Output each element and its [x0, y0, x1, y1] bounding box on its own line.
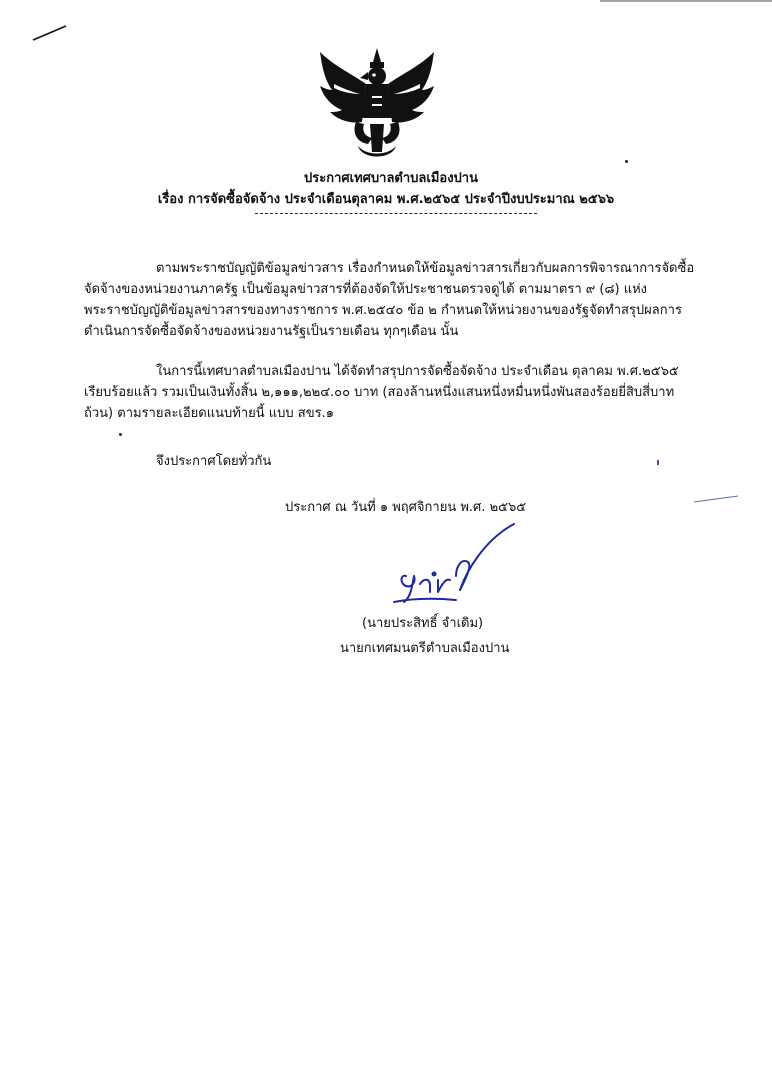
handwritten-signature [384, 518, 524, 618]
scan-dot [657, 460, 659, 465]
paragraph-line: ตามพระราชบัญญัติข้อมูลข่าวสาร เรื่องกำหนดให้ข้อมูลข่าวสารเกี่ยวกับผลการพิจารณาการจัดซื้อ [156, 261, 695, 276]
scan-mark-right [692, 494, 742, 504]
paragraph-line: ดำเนินการจัดซื้อจัดจ้างของหน่วยงานรัฐเป็นรายเดือน ทุกๆเดือน นั้น [84, 324, 459, 339]
announcement-subject: เรื่อง การจัดซื้อจัดจ้าง ประจำเดือนตุลาคม พ.ศ.๒๕๖๕ ประจำปีงบประมาณ ๒๕๖๖ [157, 192, 615, 207]
scan-dot [119, 433, 122, 436]
signatory-name: (นายประสิทธิ์ จำเดิม) [362, 616, 484, 631]
signatory-position: นายกเทศมนตรีตำบลเมืองปาน [340, 641, 510, 656]
paragraph-line: จัดจ้างของหน่วยงานภาครัฐ เป็นข้อมูลข่าวสารที่ต้องจัดให้ประชาชนตรวจดูได้ ตามมาตรา ๙ (๘) แห่ง [84, 282, 648, 297]
body-paragraph-2 [84, 361, 678, 424]
scan-mark-top-left [30, 22, 70, 44]
body-paragraph-1 [84, 258, 695, 342]
announcement-header [0, 168, 772, 214]
scan-mark-top-edge [600, 0, 772, 4]
paragraph-line: เรียบร้อยแล้ว รวมเป็นเงินทั้งสิ้น ๒,๑๑๑,๒๒๔.๐๐ บาท (สองล้านหนึ่งแสนหนึ่งหมื่นหนึ่งพันสองร้อยยี่สิบสี่บาท [84, 385, 675, 400]
paragraph-line: ในการนี้เทศบาลตำบลเมืองปาน ได้จัดทำสรุปการจัดซื้อจัดจ้าง ประจำเดือน ตุลาคม พ.ศ.๒๕๖๕ [156, 364, 679, 379]
announcement-date: ประกาศ ณ วันที่ ๑ พฤศจิกายน พ.ศ. ๒๕๖๕ [285, 500, 527, 515]
paragraph-line: ถ้วน) ตามรายละเอียดแนบท้ายนี้ แบบ สขร.๑ [84, 406, 334, 421]
title-divider [255, 213, 537, 214]
closing-statement: จึงประกาศโดยทั่วกัน [156, 454, 272, 469]
scan-dot [625, 160, 628, 163]
paragraph-line: พระราชบัญญัติข้อมูลข่าวสารของทางราชการ พ.ศ.๒๕๔๐ ข้อ ๒ กำหนดให้หน่วยงานของรัฐจัดทำสรุปผลการ [84, 303, 682, 318]
announcement-issuer: ประกาศเทศบาลตำบลเมืองปาน [304, 171, 478, 186]
garuda-emblem-icon [312, 44, 442, 162]
